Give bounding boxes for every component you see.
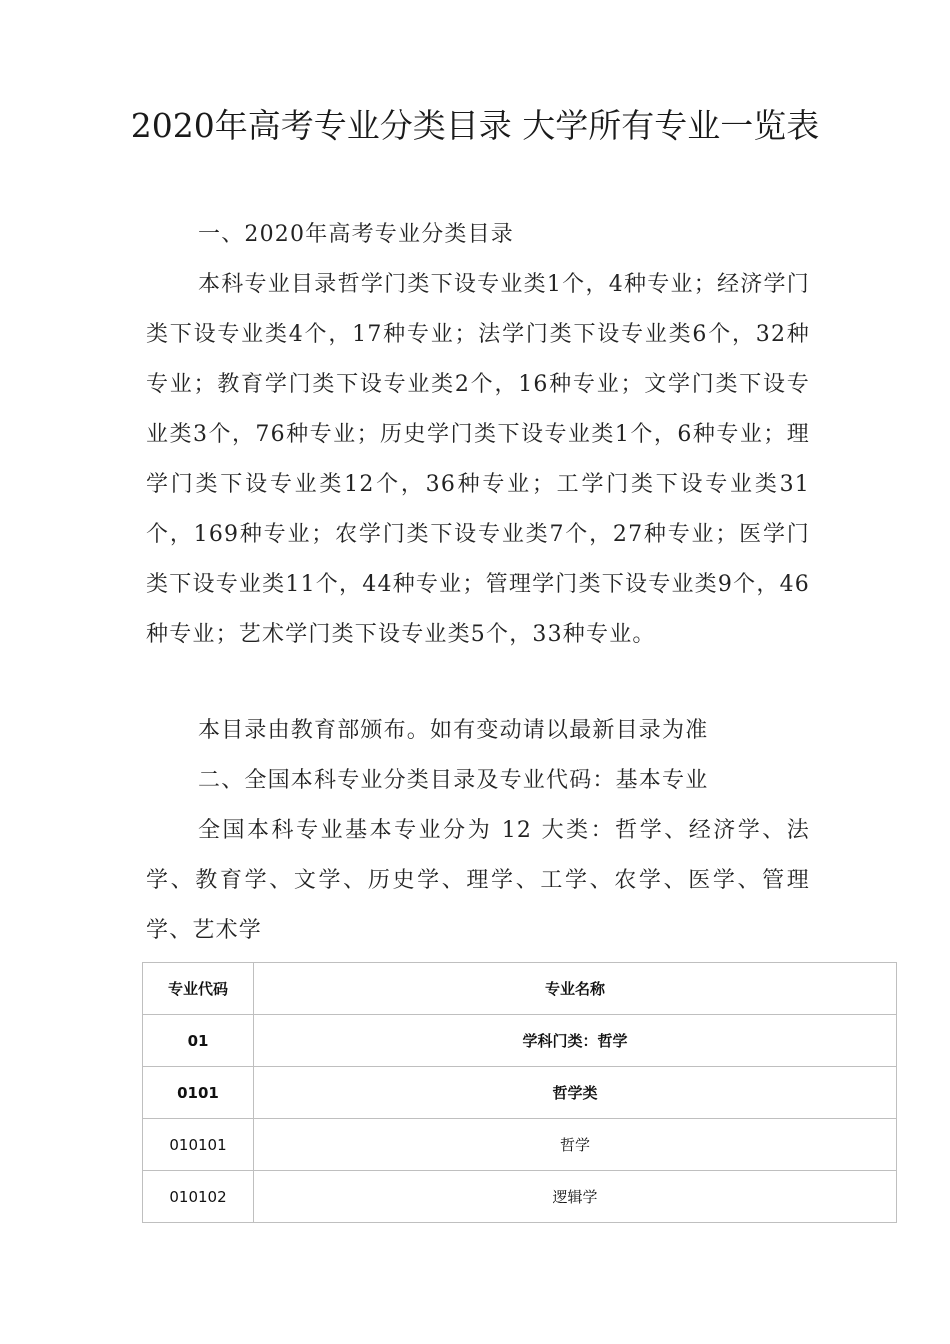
table-row xyxy=(143,1171,897,1223)
table-row xyxy=(143,1067,897,1119)
table-cell-code: 0101 xyxy=(143,1067,254,1119)
table-row xyxy=(143,1119,897,1171)
table-cell-code: 010102 xyxy=(143,1171,254,1223)
column-header-code: 专业代码 xyxy=(143,963,254,1015)
table-cell-name: 逻辑学 xyxy=(254,1171,897,1223)
table-row xyxy=(143,1015,897,1067)
table-cell-name: 哲学 xyxy=(254,1119,897,1171)
paragraph-major-counts: 本科专业目录哲学门类下设专业类1个，4种专业；经济学门类下设专业类4个，17种专业；法学门类下设专业类6个，32种专业；教育学门类下设专业类2个，16种专业；文学门类下设专业类3个，76种专业；历史学门类下设专业类1个，6种专业；理学门类下设专业类12个，36种专业；工学门类下设专业类31个，169种专业；农学门类下设专业类7个，27种专业；医学门类下设专业类11个，44种专业；管理学门类下设专业类9个，46种专业；艺术学门类下设专业类5个，33种专业。 xyxy=(146,272,810,647)
section-heading-2: 二、全国本科专业分类目录及专业代码：基本专业 xyxy=(198,768,709,793)
major-code-table xyxy=(142,962,897,1223)
table-header-row xyxy=(143,963,897,1015)
document-title: 2020年高考专业分类目录 大学所有专业一览表 xyxy=(130,106,820,145)
section-heading-1: 一、2020年高考专业分类目录 xyxy=(198,222,514,247)
paragraph-source-note: 本目录由教育部颁布。如有变动请以最新目录为准 xyxy=(198,718,709,743)
table-cell-code: 01 xyxy=(143,1015,254,1067)
table-cell-name: 学科门类：哲学 xyxy=(254,1015,897,1067)
column-header-name: 专业名称 xyxy=(254,963,897,1015)
paragraph-categories: 全国本科专业基本专业分为 12 大类：哲学、经济学、法学、教育学、文学、历史学、理学、工学、农学、医学、管理学、艺术学 xyxy=(146,818,810,943)
table-cell-code: 010101 xyxy=(143,1119,254,1171)
table-cell-name: 哲学类 xyxy=(254,1067,897,1119)
